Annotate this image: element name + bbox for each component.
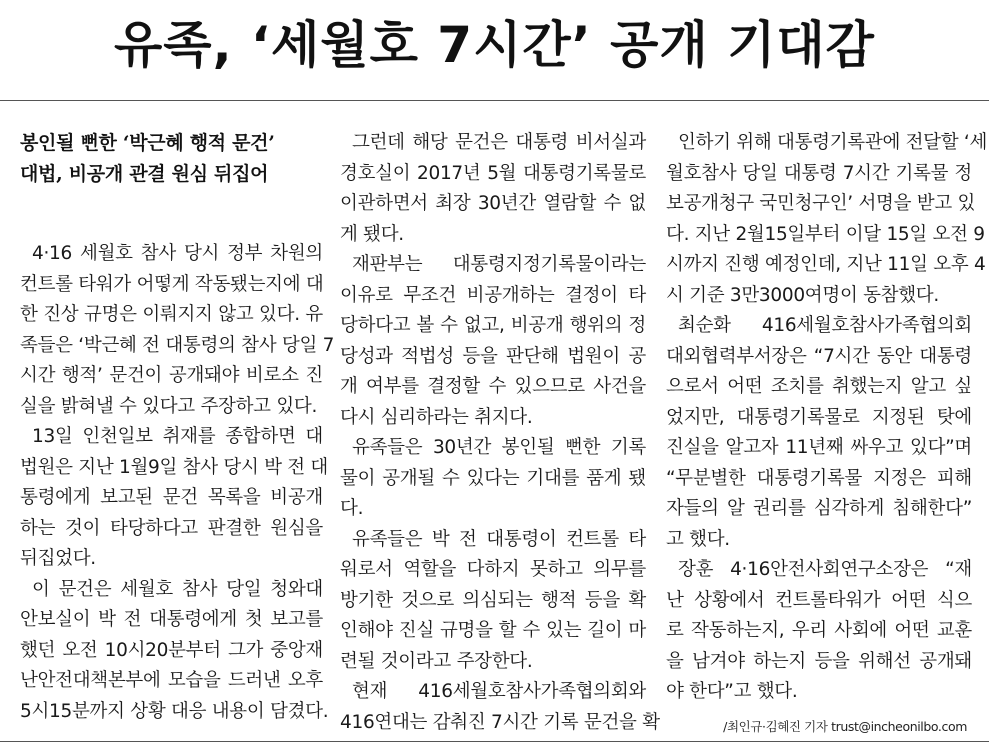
article-line: 당성과 적법성 등을 판단해 법원이 공 (340, 345, 646, 367)
article-paragraph (340, 250, 646, 433)
article-line: 인하기 위해 대통령기록관에 전달할 ‘세 (678, 132, 988, 153)
article-line: 4·16 세월호 참사 당시 정부 차원의 (32, 243, 323, 264)
article-paragraph (340, 433, 646, 525)
article-line: 안보실이 박 전 대통령에게 첫 보고를 (20, 609, 323, 630)
subheadline-line: 봉인될 뻔한 ‘박근혜 행적 문건’ (20, 132, 275, 154)
article-line: 뒤집었다. (20, 548, 96, 569)
article-line: 13일 인천일보 취재를 종합하면 대 (32, 426, 323, 447)
article-paragraph (666, 311, 972, 555)
article-line: 인해야 진실 규명을 할 수 있는 길이 마 (340, 620, 646, 641)
article-line: “무분별한 대통령기록물 지정은 피해 (666, 467, 972, 489)
article-line: 최순화 416세월호참사가족협의회 (678, 315, 972, 336)
article-line: 한 진상 규명은 이뤄지지 않고 있다. 유 (20, 304, 323, 325)
article-line: 진실을 알고자 11년째 싸우고 있다”며 (666, 437, 972, 458)
article-line: 족들은 ‘박근혜 전 대통령의 참사 당일 7 (20, 334, 335, 356)
article-column-2 (340, 128, 660, 738)
article-line: 그런데 해당 문건은 대통령 비서실과 (352, 132, 646, 153)
column-body (666, 128, 988, 708)
article-line: 련될 것이라고 주장한다. (340, 650, 533, 672)
article-line: 재판부는 대통령지정기록물이라는 (352, 254, 646, 275)
article-line: 했던 오전 10시20분부터 그가 중앙재 (20, 639, 323, 661)
article-line: 유족들은 30년간 봉인될 뻔한 기록 (352, 437, 646, 458)
article-paragraph (20, 239, 335, 422)
article-line: 워로서 역할을 다하지 못하고 의무를 (340, 559, 646, 580)
article-line: 난 상황에서 컨트롤타워가 어떤 식으 (666, 589, 972, 611)
article-line: 자들의 알 권리를 심각하게 침해한다” (666, 498, 972, 519)
article-line: 시 기준 3만3000여명이 동참했다. (666, 284, 939, 306)
article-line: 유족들은 박 전 대통령이 컨트롤 타 (352, 528, 646, 550)
article-paragraph (20, 575, 329, 728)
article-line: 시까지 진행 예정인데, 지난 11일 오후 4 (666, 254, 986, 275)
article-line: 416연대는 감춰진 7시간 기록 문건을 확 (340, 711, 660, 733)
headline: 유족, ‘세월호 7시간’ 공개 기대감 (113, 16, 875, 74)
article-line: 게 됐다. (340, 223, 404, 245)
article-line: 장훈 4·16안전사회연구소장은 “재 (678, 559, 972, 580)
article-paragraph (340, 525, 646, 678)
article-line: 야 한다”고 했다. (666, 681, 798, 702)
article-line: 었지만, 대통령기록물로 지정된 탓에 (666, 406, 972, 428)
article-line: 시간 행적’ 문건이 공개돼야 비로소 진 (20, 365, 323, 386)
column-body (20, 239, 335, 727)
article-line: 경호실이 2017년 5월 대통령기록물로 (340, 162, 646, 184)
byline: /최인규·김혜진 기자 trust@incheonilbo.com (723, 719, 967, 734)
article-line: 이유로 무조건 비공개하는 결정이 타 (340, 284, 646, 306)
subheadline (20, 128, 323, 190)
article-line: 다시 심리하라는 취지다. (340, 406, 533, 428)
article-line: 실을 밝혀낼 수 있다고 주장하고 있다. (20, 395, 318, 417)
subheadline-line: 대법, 비공개 관결 원심 뒤집어 (20, 163, 269, 185)
article-line: 월호참사 당일 대통령 7시간 기록물 정 (666, 162, 972, 184)
article-paragraph (20, 422, 329, 575)
article-line: 이관하면서 최장 30년간 열람할 수 없 (340, 193, 646, 214)
article-line: 으로서 어떤 조치를 취했는지 알고 싶 (666, 376, 972, 397)
article-line: 다. (340, 498, 364, 519)
article-paragraph (340, 677, 660, 738)
article-line: 5시15분까지 상황 대응 내용이 담겼다. (20, 700, 329, 722)
article-line: 다. 지난 2월15일부터 이달 15일 오전 9 (666, 223, 985, 245)
bottom-divider (0, 741, 989, 742)
article-line: 이 문건은 세월호 참사 당일 청와대 (32, 578, 323, 600)
article-column-3 (666, 128, 988, 708)
article-line: 대외협력부서장은 “7시간 동안 대통령 (666, 345, 972, 367)
article-line: 로 작동하는지, 우리 사회에 어떤 교훈 (666, 620, 972, 641)
article-line: 법원은 지난 1월9일 참사 당시 박 전 대 (20, 456, 329, 478)
article-line: 난안전대책본부에 모습을 드러낸 오후 (20, 670, 323, 691)
article-line: 현재 416세월호참사가족협의회와 (352, 681, 646, 702)
article-paragraph (340, 128, 646, 250)
article-paragraph (666, 128, 988, 311)
article-line: 통령에게 보고된 문건 목록을 비공개 (20, 487, 323, 508)
article-line: 보공개청구 국민청구인’ 서명을 받고 있 (666, 193, 976, 214)
column-body (340, 128, 660, 738)
article-line: 고 했다. (666, 528, 730, 550)
article-line: 컨트롤 타워가 어떻게 작동됐는지에 대 (20, 273, 324, 295)
article-column-1 (20, 128, 335, 727)
article-line: 물이 공개될 수 있다는 기대를 품게 됐 (340, 467, 646, 489)
article-line: 하는 것이 타당하다고 판결한 원심을 (20, 517, 323, 539)
article-line: 방기한 것으로 의심되는 행적 등을 확 (340, 589, 646, 611)
headline-divider (0, 100, 989, 101)
article-line: 당하다고 볼 수 없고, 비공개 행위의 정 (340, 315, 646, 336)
article-paragraph (666, 555, 972, 708)
article-line: 개 여부를 결정할 수 있으므로 사건을 (340, 376, 646, 397)
article-line: 을 남겨야 하는지 등을 위해선 공개돼 (666, 650, 972, 672)
